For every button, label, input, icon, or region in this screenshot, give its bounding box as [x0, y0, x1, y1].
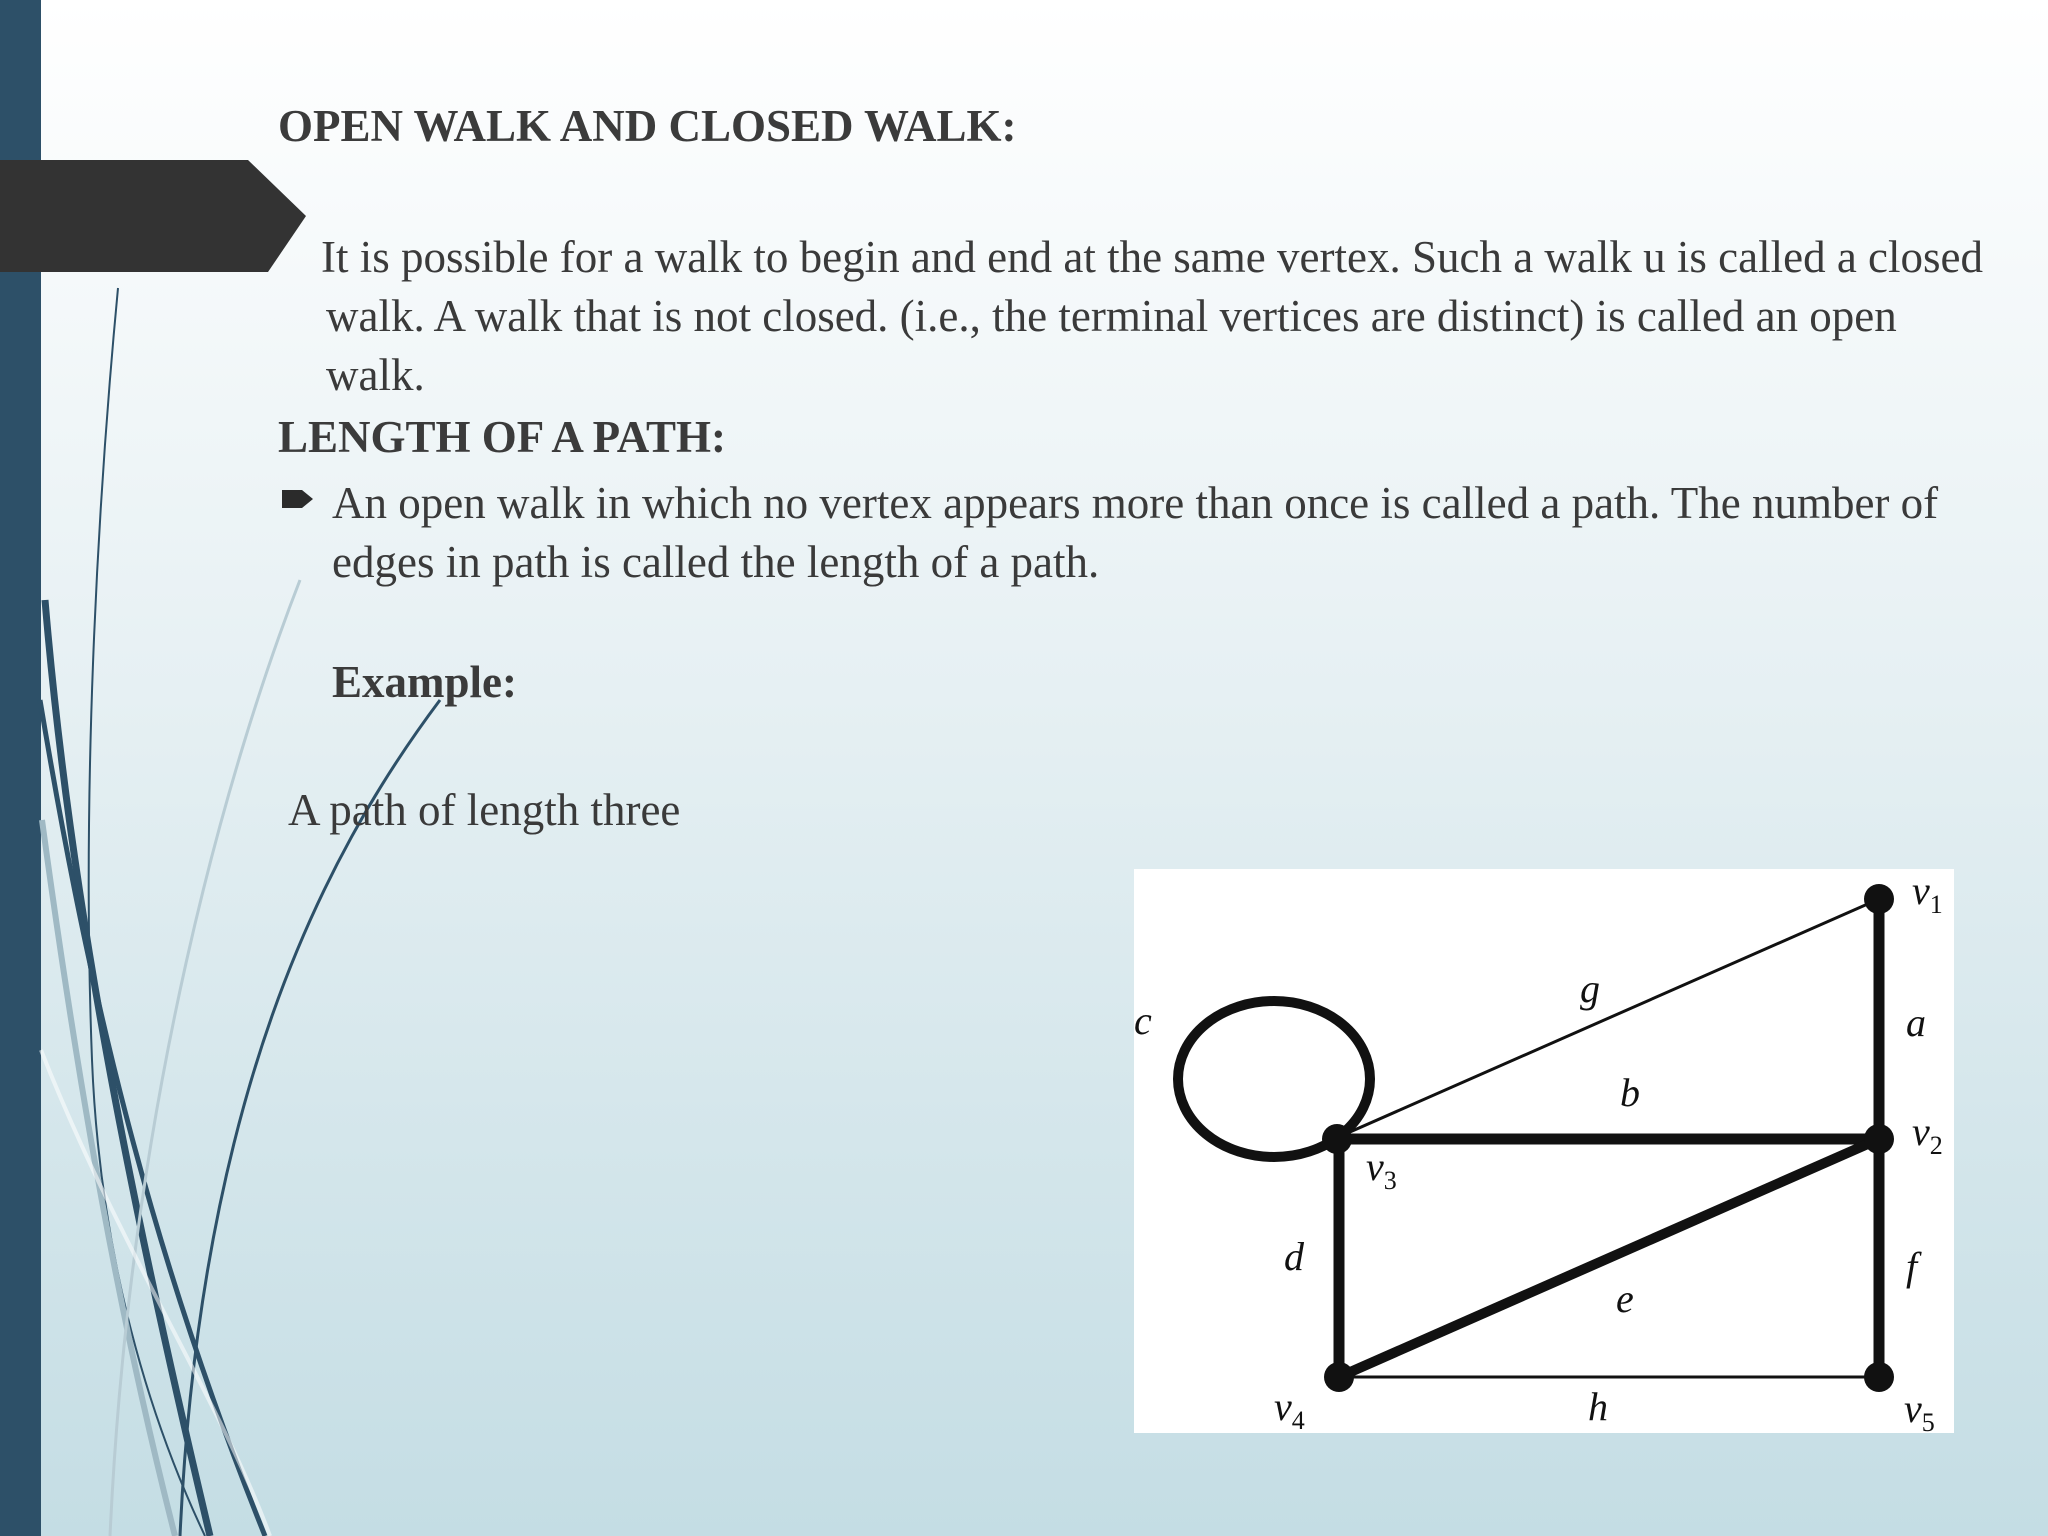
arrow-bullet-icon [280, 486, 316, 512]
vertex-v1 [1864, 884, 1894, 914]
heading-open-closed-walk: OPEN WALK AND CLOSED WALK: [278, 101, 1017, 151]
vertex-label-v3: $v_3$ [1366, 1144, 1397, 1195]
edge-label-g: g [1580, 966, 1600, 1011]
vertex-v5 [1864, 1362, 1894, 1392]
vertex-label-v2: $v_2$ [1912, 1109, 1943, 1160]
edge-label-d: d [1284, 1234, 1304, 1279]
edge-label-e: e [1616, 1276, 1634, 1321]
edge-label-f: f [1906, 1244, 1918, 1289]
edge-label-b: b [1620, 1070, 1640, 1115]
figure-caption: A path of length three [288, 785, 681, 835]
vertex-label-v5: $v_5$ [1904, 1386, 1935, 1437]
graph-figure [1134, 868, 1954, 1437]
vertex-label-v4: $v_4$ [1274, 1384, 1305, 1435]
edge-label-h: h [1588, 1384, 1608, 1429]
vertex-v3 [1322, 1124, 1352, 1154]
edge-label-c: c [1134, 998, 1152, 1043]
vertex-label-v1: $v_1$ [1912, 868, 1943, 919]
edge-g [1334, 899, 1879, 1139]
edge-label-a: a [1906, 1000, 1926, 1045]
vertex-v2 [1864, 1124, 1894, 1154]
example-label: Example: [332, 657, 517, 707]
heading-length-of-path: LENGTH OF A PATH: [278, 412, 726, 462]
graph-drawing [1134, 869, 1954, 1433]
vertex-v4 [1324, 1362, 1354, 1392]
paragraph-path-definition: An open walk in which no vertex appears more than once is called a path. The number of edges in path is called the length of a path. [332, 478, 1939, 587]
edge-e [1339, 1139, 1879, 1377]
arrow-tab-decoration [0, 0, 320, 290]
paragraph-walk-definition: It is possible for a walk to begin and end at the same vertex. Such a walk u is called a closed walk. A walk that is not closed. (i.e., the terminal vertices are distinct) is called an open walk. [321, 232, 1984, 400]
